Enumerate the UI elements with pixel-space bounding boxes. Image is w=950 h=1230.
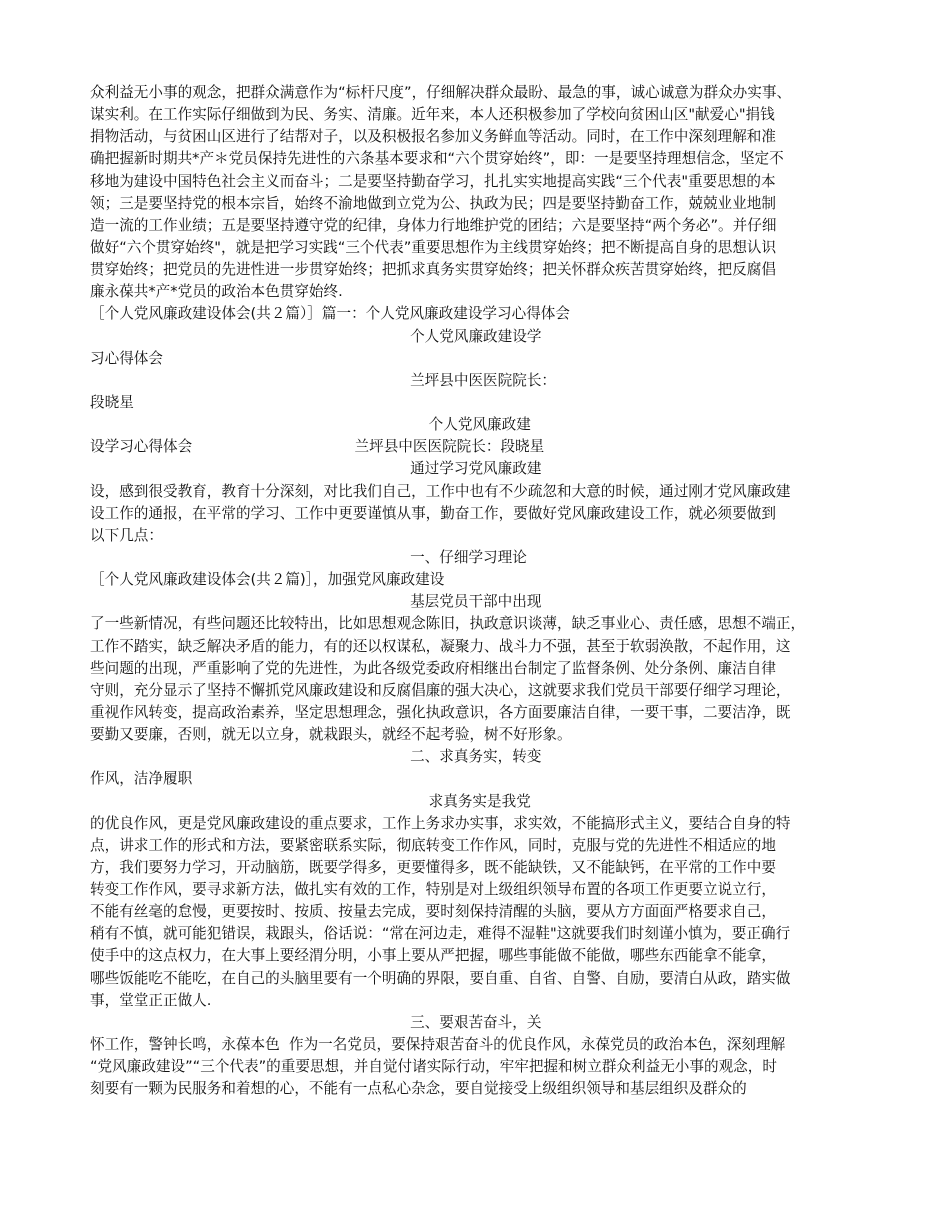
text-line: 作风，洁净履职 xyxy=(90,770,193,788)
text-line: ［个人党风廉政建设体会(共２篇）］篇一：个人党风廉政建设学习心得体会 xyxy=(90,305,570,323)
text-line: ［个人党风廉政建设体会(共２篇)］，加强党风廉政建设 xyxy=(90,571,445,589)
text-line: 刻要有一颗为民服务和着想的心，不能有一点私心杂念，要自觉接受上级组织领导和基层组织及群众的 xyxy=(90,1080,747,1098)
text-line: 设，感到很受教育，教育十分深刻，对比我们自己，工作中也有不少疏忽和大意的时候，通过刚才党风廉政建 xyxy=(90,482,791,500)
text-line: 通过学习党风廉政建 xyxy=(90,460,542,478)
text-line: 稍有不慎，就可能犯错误，栽跟头，俗话说：“常在河边走，难得不湿鞋"这就要我们时刻谨小慎为，要正确行 xyxy=(90,925,791,943)
text-line: 造一流的工作业绩；五是要坚持遵守党的纪律，身体力行地维护党的团结；六是要坚持“两个务必”。并仔细 xyxy=(90,216,777,234)
text-line: 段晓星 xyxy=(90,393,134,411)
text-line: 三、要艰苦奋斗，关 xyxy=(90,1013,542,1031)
text-line: 重视作风转变，提高政治素养，坚定思想理念，强化执政意识，各方面要廉洁自律，一要干事，二要洁净，既 xyxy=(90,703,791,721)
text-line: 了一些新情况，有些问题还比较特出，比如思想观念陈旧，执政意识谈薄，缺乏事业心、责任感，思想不端正， xyxy=(90,615,806,633)
text-line: 兰坪县中医医院院长： xyxy=(90,371,557,389)
text-line: 众利益无小事的观念，把群众满意作为“标杆尺度”，仔细解决群众最盼、最急的事，诚心诚意为群众办实事、 xyxy=(90,84,792,101)
text-line: 确把握新时期共*产＊党员保持先进性的六条基本要求和“六个贯穿始终”，即：一是要坚持理想信念，坚定不 xyxy=(90,150,784,168)
text-line: 的优良作风，更是党风廉政建设的重点要求，工作上务求办实事，求实效，不能搞形式主义，要结合自身的特 xyxy=(90,814,791,832)
text-line: 二、求真务实，转变 xyxy=(90,748,542,766)
text-line: 点，讲求工作的形式和方法，要紧密联系实际，彻底转变工作作风，同时，克服与党的先进性不相适应的地 xyxy=(90,836,776,854)
document-body xyxy=(90,82,860,1100)
text-line: 廉永葆共*产*党员的政治本色贯穿始终. xyxy=(90,283,343,301)
text-line: 移地为建设中国特色社会主义而奋斗；二是要坚持勤奋学习，扎扎实实地提高实践“三个代表"重要思想的本 xyxy=(90,172,776,190)
text-line: 基层党员干部中出现 xyxy=(90,593,542,611)
text-line: 使手中的这点权力，在大事上要经渭分明，小事上要从严把握，哪些事能做不能做，哪些东西能拿不能拿， xyxy=(90,947,776,965)
text-line: “党风廉政建设”“三个代表”的重要思想，并自觉付诸实际行动，牢牢把握和树立群众利益无小事的观念，时 xyxy=(90,1058,777,1076)
text-line: 怀工作，警钟长鸣，永葆本色 作为一名党员，要保持艰苦奋斗的优良作风，永葆党员的政治本色，深刻理解 xyxy=(90,1036,786,1054)
text-line: 工作不踏实，缺乏解决矛盾的能力，有的还以权谋私，凝聚力、战斗力不强，甚至于软弱涣散，不起作用，这 xyxy=(90,637,791,655)
text-line: 领；三是要坚持党的根本宗旨，始终不渝地做到立党为公、执政为民；四是要坚持勤奋工作，兢兢业业地制 xyxy=(90,194,776,212)
text-line: 设工作的通报，在平常的学习、工作中更要谨慎从事，勤奋工作，要做好党风廉政建设工作，就必须要做到 xyxy=(90,504,776,522)
text-line: 方，我们要努力学习，开动脑筋，既要学得多，更要懂得多，既不能缺铁，又不能缺钙，在平常的工作中要 xyxy=(90,858,776,876)
text-line: 些问题的出现，严重影响了党的先进性，为此各级党委政府相继出台制定了监督条例、处分条例、廉洁自律 xyxy=(90,659,776,677)
text-line: 哪些饭能吃不能吃，在自己的头脑里要有一个明确的界限，要自重、自省、自警、自励，要清白从政，踏实做 xyxy=(90,969,791,987)
text-line: 个人党风廉政建设学 xyxy=(90,327,542,345)
text-line: 个人党风廉政建 xyxy=(90,416,531,434)
text-line: 谋实利。在工作实际仔细做到为民、务实、清廉。近年来，本人还积极参加了学校向贫困山区"献爱心"捐钱 xyxy=(90,106,775,124)
text-line: 设学习心得体会 兰坪县中医医院院长：段晓星 xyxy=(90,438,545,456)
text-line: 习心得体会 xyxy=(90,349,163,367)
text-line: 做好“六个贯穿始终"，就是把学习实践“三个代表”重要思想作为主线贯穿始终；把不断提高自身的思想认识 xyxy=(90,238,777,256)
text-line: 以下几点： xyxy=(90,526,163,544)
text-line: 捐物活动，与贫困山区进行了结帮对子，以及积极报名参加义务鲜血等活动。同时，在工作中深刻理解和准 xyxy=(90,128,776,146)
text-line: 贯穿始终；把党员的先进性进一步贯穿始终；把抓求真务实贯穿始终；把关怀群众疾苦贯穿始终，把反腐倡 xyxy=(90,261,776,279)
text-line: 一、仔细学习理论 xyxy=(90,548,527,566)
text-line: 求真务实是我党 xyxy=(90,792,531,810)
text-line: 事，堂堂正正做人. xyxy=(90,991,212,1009)
text-line: 要勤又要廉，否则，就无以立身，就栽跟头，就经不起考验，树不好形象。 xyxy=(90,726,572,744)
text-line: 转变工作作风，要寻求新方法，做扎实有效的工作，特别是对上级组织领导布置的各项工作更要立说立行， xyxy=(90,881,776,899)
text-line: 守则，充分显示了坚持不懈抓党风廉政建设和反腐倡廉的强大决心，这就要求我们党员干部要仔细学习理论， xyxy=(90,681,791,699)
text-line: 不能有丝毫的怠慢，更要按时、按质、按量去完成，要时刻保持清醒的头脑，要从方方面面严格要求自己， xyxy=(90,903,776,921)
